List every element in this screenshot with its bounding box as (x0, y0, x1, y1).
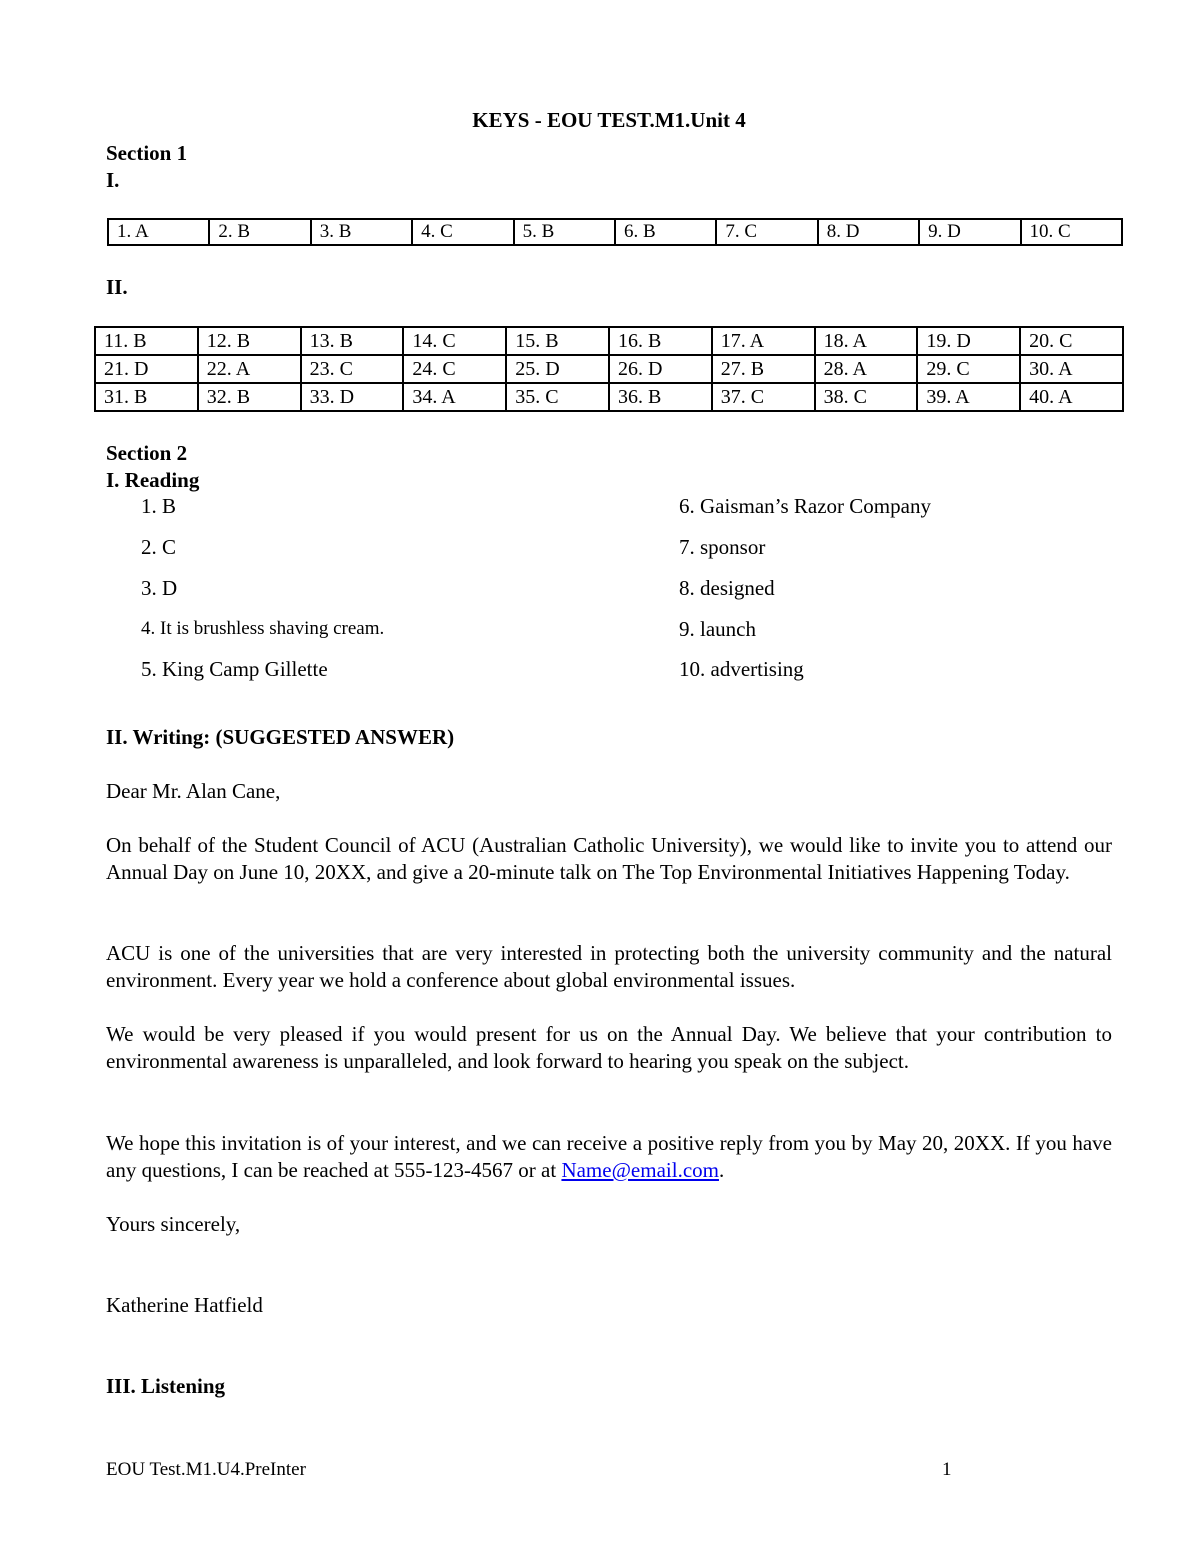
answer-cell: 33. D (301, 383, 404, 411)
answer-cell: 32. B (198, 383, 301, 411)
reading-answer: 2. C (141, 535, 177, 559)
answer-cell: 19. D (917, 327, 1020, 355)
reading-answer: 4. It is brushless shaving cream. (141, 618, 385, 639)
section-1-part-2-label: II. (106, 275, 128, 299)
answer-cell: 36. B (609, 383, 712, 411)
answer-cell: 17. A (712, 327, 815, 355)
reading-answer: 10. advertising (679, 657, 804, 681)
table-row (95, 383, 1123, 411)
answer-table-part-2 (94, 326, 1124, 412)
table-row (95, 327, 1123, 355)
answer-table-part-1 (107, 218, 1123, 246)
email-link[interactable]: Name@email.com (561, 1158, 719, 1182)
table-row (108, 219, 1122, 245)
letter-paragraph-1: On behalf of the Student Council of ACU (Australian Catholic University), we would like to invite you to attend our Annual Day on June 10, 20XX, and give a 20-minute talk on The Top Environmental Initiatives Happening Today. (106, 833, 1112, 884)
reading-answer: 3. D (141, 576, 178, 600)
answer-cell: 15. B (506, 327, 609, 355)
answer-cell: 31. B (95, 383, 198, 411)
answer-cell: 35. C (506, 383, 609, 411)
answer-cell: 39. A (917, 383, 1020, 411)
answer-cell: 12. B (198, 327, 301, 355)
answer-cell: 25. D (506, 355, 609, 383)
letter-paragraph-2: ACU is one of the universities that are very interested in protecting both the university community and the natural environment. Every year we hold a conference about global environmental issues. (106, 941, 1112, 992)
reading-answer: 5. King Camp Gillette (141, 657, 328, 681)
reading-answer: 7. sponsor (679, 535, 766, 559)
answer-cell: 10. C (1021, 219, 1122, 245)
answer-cell: 27. B (712, 355, 815, 383)
answer-cell: 21. D (95, 355, 198, 383)
reading-answer: 6. Gaisman’s Razor Company (679, 494, 931, 518)
answer-cell: 37. C (712, 383, 815, 411)
section-2-heading: Section 2 (106, 441, 188, 465)
document-title: KEYS - EOU TEST.M1.Unit 4 (472, 108, 746, 132)
section-1-heading: Section 1 (106, 141, 188, 165)
letter-signature: Katherine Hatfield (106, 1293, 263, 1317)
answer-cell: 4. C (412, 219, 513, 245)
answer-cell: 26. D (609, 355, 712, 383)
reading-answer: 9. launch (679, 617, 756, 641)
table-row (95, 355, 1123, 383)
answer-cell: 3. B (311, 219, 412, 245)
answer-cell: 8. D (818, 219, 919, 245)
answer-cell: 1. A (108, 219, 209, 245)
answer-cell: 34. A (403, 383, 506, 411)
answer-cell: 5. B (514, 219, 615, 245)
answer-cell: 23. C (301, 355, 404, 383)
answer-cell: 13. B (301, 327, 404, 355)
answer-cell: 30. A (1020, 355, 1123, 383)
letter-paragraph-4-text: We hope this invitation is of your interest, and we can receive a positive reply from you by May 20, 20XX. If you have any questions, I can be reached at 555-123-4567 or at (106, 1131, 1112, 1182)
answer-cell: 22. A (198, 355, 301, 383)
answer-cell: 2. B (209, 219, 310, 245)
letter-paragraph-4 (106, 1130, 1112, 1184)
answer-cell: 9. D (919, 219, 1020, 245)
letter-closing: Yours sincerely, (106, 1212, 241, 1236)
letter-paragraph-3: We would be very pleased if you would present for us on the Annual Day. We believe that your contribution to environmental awareness is unparalleled, and look forward to hearing you speak on the subject. (106, 1022, 1112, 1073)
answer-cell: 24. C (403, 355, 506, 383)
answer-cell: 14. C (403, 327, 506, 355)
letter-salutation: Dear Mr. Alan Cane, (106, 779, 281, 803)
reading-answer: 1. B (141, 494, 177, 518)
section-1-part-1-label: I. (106, 168, 120, 192)
answer-cell: 20. C (1020, 327, 1123, 355)
reading-heading: I. Reading (106, 468, 200, 492)
answer-cell: 18. A (815, 327, 918, 355)
footer-doc-code: EOU Test.M1.U4.PreInter (106, 1459, 306, 1480)
listening-heading: III. Listening (106, 1374, 226, 1398)
answer-cell: 11. B (95, 327, 198, 355)
answer-cell: 6. B (615, 219, 716, 245)
writing-heading: II. Writing: (SUGGESTED ANSWER) (106, 725, 455, 749)
answer-cell: 40. A (1020, 383, 1123, 411)
answer-cell: 38. C (815, 383, 918, 411)
letter-paragraph-4-end: . (718, 1158, 725, 1182)
answer-cell: 16. B (609, 327, 712, 355)
reading-answer: 8. designed (679, 576, 775, 600)
page-number: 1 (942, 1459, 952, 1480)
answer-cell: 7. C (716, 219, 817, 245)
answer-cell: 29. C (917, 355, 1020, 383)
answer-cell: 28. A (815, 355, 918, 383)
